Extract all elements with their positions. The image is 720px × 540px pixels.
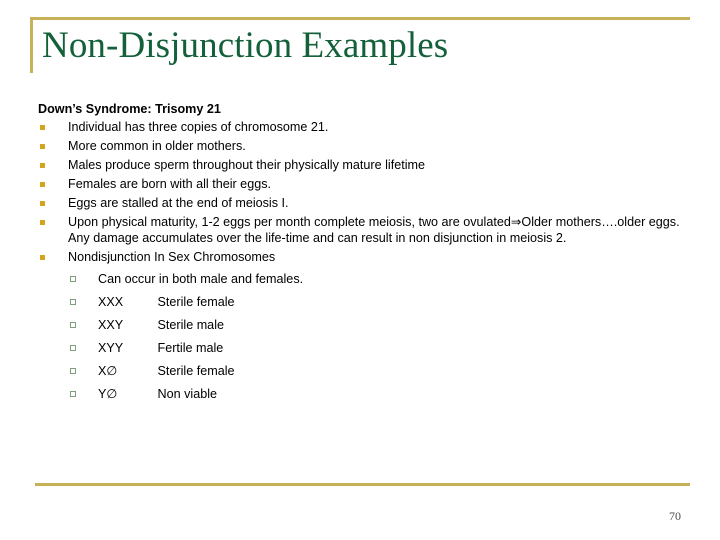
sub-item-description: Fertile male	[157, 341, 224, 355]
list-item	[38, 120, 693, 136]
page-title: Non-Disjunction Examples	[42, 25, 449, 66]
list-item-text: Individual has three copies of chromosome 21.	[68, 120, 329, 134]
list-item	[38, 158, 693, 174]
list-item-text: Females are born with all their eggs.	[68, 177, 271, 191]
list-item	[38, 250, 693, 403]
sub-item-genotype: XXX	[98, 295, 124, 309]
list-item	[68, 295, 693, 310]
hollow-square-bullet-icon	[70, 345, 76, 351]
list-item-text: Males produce sperm throughout their physically mature lifetime	[68, 158, 425, 172]
sub-item-description: Non viable	[157, 387, 218, 401]
bullet-square-icon	[40, 255, 45, 260]
bullet-square-icon	[40, 201, 45, 206]
list-item	[38, 139, 693, 155]
hollow-square-bullet-icon	[70, 322, 76, 328]
left-gold-rule	[30, 17, 33, 73]
hollow-square-bullet-icon	[70, 299, 76, 305]
list-item-text: More common in older mothers.	[68, 139, 246, 153]
sub-item-genotype: XXY	[98, 318, 124, 332]
bullet-square-icon	[40, 182, 45, 187]
list-item	[68, 387, 693, 402]
bullet-square-icon	[40, 220, 45, 225]
list-item-text: Eggs are stalled at the end of meiosis I.	[68, 196, 289, 210]
hollow-square-bullet-icon	[70, 391, 76, 397]
list-item	[68, 318, 693, 333]
list-item	[38, 177, 693, 193]
sub-item-genotype: X∅	[98, 364, 118, 378]
hollow-square-bullet-icon	[70, 276, 76, 282]
list-item	[38, 196, 693, 212]
sub-item-description: Sterile male	[157, 318, 224, 332]
hollow-square-bullet-icon	[70, 368, 76, 374]
bullet-square-icon	[40, 144, 45, 149]
lead-heading: Down’s Syndrome: Trisomy 21	[38, 102, 221, 116]
bullet-list-level2	[68, 272, 693, 402]
bullet-square-icon	[40, 125, 45, 130]
slide-body	[38, 101, 693, 410]
list-item-text: Nondisjunction In Sex Chromosomes	[68, 249, 276, 264]
list-item	[68, 364, 693, 379]
list-item	[68, 341, 693, 356]
page-number: 70	[669, 509, 681, 523]
sub-item-genotype: XYY	[98, 341, 124, 355]
list-item	[38, 215, 693, 246]
sub-item-description: Sterile female	[157, 295, 235, 309]
bottom-gold-rule	[35, 483, 690, 486]
sub-item-description: Can occur in both male and females.	[98, 272, 304, 286]
list-item-text: Upon physical maturity, 1-2 eggs per month complete meiosis, two are ovulated⇒Older mothers….older eggs. Any damage accumulates over the life-time and can result in non disjunction in meiosis 2.	[68, 215, 680, 245]
top-gold-rule	[30, 17, 690, 20]
sub-item-genotype: Y∅	[98, 387, 118, 401]
bullet-square-icon	[40, 163, 45, 168]
bullet-list-level1	[38, 120, 693, 402]
list-item	[68, 272, 693, 287]
sub-item-description: Sterile female	[157, 364, 235, 378]
